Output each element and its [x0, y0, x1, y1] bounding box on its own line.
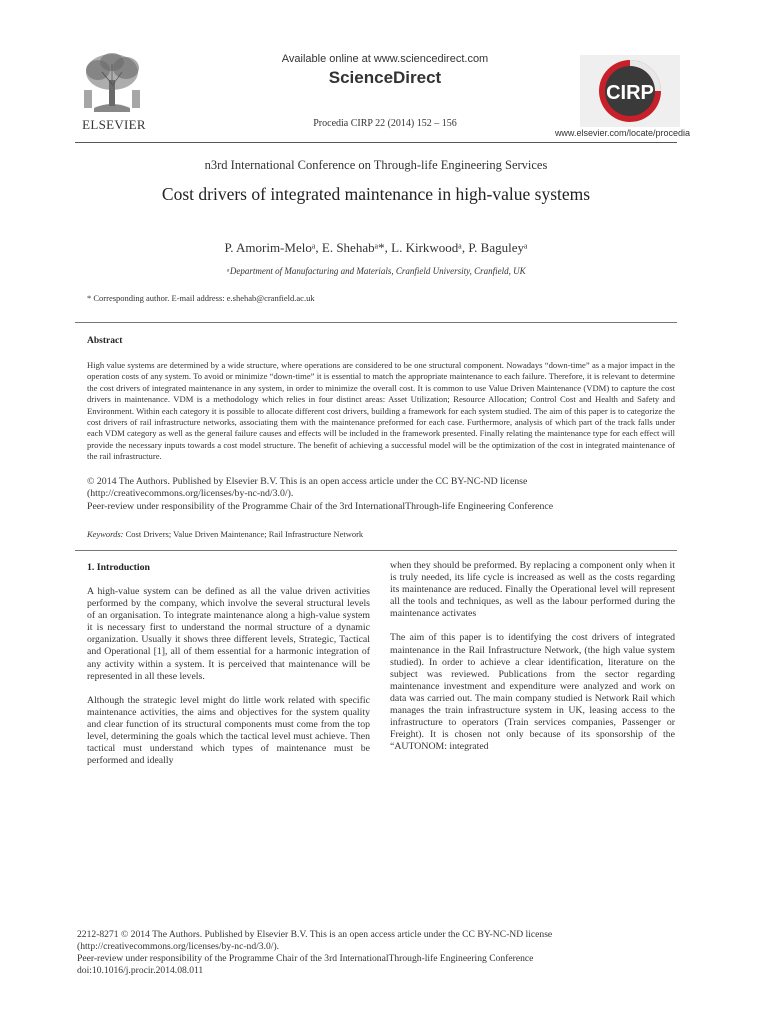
corresponding-author: * Corresponding author. E-mail address: e.shehab@cranfield.ac.uk — [87, 293, 315, 303]
section-heading-introduction: 1. Introduction — [87, 562, 150, 573]
cirp-logo-text: CIRP — [606, 82, 654, 104]
footer-peer-review: Peer-review under responsibility of the Programme Chair of the 3rd InternationalThrough-life Engineering Conference — [77, 953, 534, 964]
footer-copyright: 2212-8271 © 2014 The Authors. Published by Elsevier B.V. This is an open access article under the CC BY-NC-ND license — [77, 929, 553, 940]
paragraph: Although the strategic level might do little work related with specific maintenance activities, the aims and objectives for the system quality and clear function of its structural components must come from the top level, determining the goals which the tactical level must achieve. Then tactical must understand which types of maintenance must be performed and ideally — [87, 694, 370, 767]
keywords — [87, 529, 675, 539]
peer-review-line: Peer-review under responsibility of the Programme Chair of the 3rd InternationalThrough-life Engineering Conference — [87, 500, 554, 512]
left-column — [87, 586, 370, 779]
license-link[interactable]: (http://creativecommons.org/licenses/by-nc-nd/3.0/). — [87, 488, 294, 500]
paragraph: The aim of this paper is to identifying the cost drivers of integrated maintenance in the Rail Infrastructure Network, (the high value system studied). In order to achieve a clear identification, literature on the subject was reviewed. Publications from the sector regarding maintenance investment and expenditure were analyzed and work on data was carried out. The main company studied is Network Rail which manages the train infrastructure system in UK, leasing access to the infrastructure to operators (Train services companies, Passenger or Freight). It is chosen not only because of its sponsorship of the “AUTONOM: integrated — [390, 632, 675, 753]
abstract-top-divider — [75, 322, 677, 323]
paragraph: A high-value system can be defined as all the value driven activities performed by the company, which involve the several structural levels of an organisation. To integrate maintenance along a high-value system it is necessary first to understand the normal structure of a dynamic organization. Usually it shows three different levels, Strategic, Tactical and Operational [1], all of them essential for a harmonic integration of any activity within a system. It is perceived that maintenance will be represented in all these levels. — [87, 586, 370, 682]
right-column — [390, 560, 675, 765]
journal-reference: Procedia CIRP 22 (2014) 152 – 156 — [313, 118, 457, 129]
page-footer — [77, 929, 677, 977]
author-list: P. Amorim-Meloᵃ, E. Shehabᵃ*, L. Kirkwoodᵃ, P. Baguleyᵃ — [224, 240, 528, 255]
footer-license-link[interactable]: (http://creativecommons.org/licenses/by-nc-nd/3.0/). — [77, 941, 280, 952]
abstract-heading: Abstract — [87, 336, 123, 346]
body-top-divider — [75, 550, 677, 551]
affiliation: ᵃDepartment of Manufacturing and Materials, Cranfield University, Cranfield, UK — [226, 266, 526, 276]
footer-doi[interactable]: doi:10.1016/j.procir.2014.08.011 — [77, 965, 204, 976]
copyright-notice — [87, 476, 675, 513]
abstract-text: High value systems are determined by a wide structure, where operations are considered to be one structural component. Nowadays “down-time” as a major impact in the operation costs of any system. To avoid or minimize “down-time” it is essential to match the appropriate maintenance to each failure. Therefore, it is relevant to determine the cost drivers of integrated maintenance in any system, in order to minimize the overall cost. It is common to use Value Driven Maintenance (VDM) to capture the cost drivers in maintenance. VDM is a methodology which relies in four distinct areas: Asset Utilization; Resource Allocation; Control Cost and Health and Safety and Environment. Within each category it is possible to allocate different cost drivers, building a framework for each system studied. The aim of this paper is to categorize the cost drivers of rail infrastructure networks, associating them with the maintenance preformed for each case. Furthermore, analysis of which part of the track falls under each VDM category as well as the general failure causes and effects will be included in the framework presented. Finally relating the maintenance type for each effect will provide the necessary inputs towards a cost model structure. The benefit of achieving a successful model will be the optimization of the cost in integrated maintenance of the rail infrastructure. — [87, 360, 675, 462]
available-online-link[interactable]: Available online at www.sciencedirect.com — [281, 53, 489, 65]
sciencedirect-wordmark: ScienceDirect — [328, 68, 442, 87]
copyright-line: © 2014 The Authors. Published by Elsevier B.V. This is an open access article under the CC BY-NC-ND license — [87, 476, 528, 487]
paper-title: Cost drivers of integrated maintenance in high-value systems — [161, 184, 591, 204]
journal-url-link[interactable]: www.elsevier.com/locate/procedia — [554, 128, 690, 138]
keywords-label: Keywords: — [87, 529, 124, 539]
cirp-logo — [580, 55, 680, 127]
conference-name: n3rd International Conference on Through-life Engineering Services — [204, 158, 548, 172]
paragraph: when they should be preformed. By replacing a component only when it is truly needed, its life cycle is increased as well as the costs regarding its maintenance are reduced. Finally the Operational level will represent all the tools and techniques, as well as the labour performed during the maintenance activates — [390, 560, 675, 620]
keywords-list: Cost Drivers; Value Driven Maintenance; Rail Infrastructure Network — [123, 529, 364, 539]
header-divider — [75, 142, 677, 143]
publisher-logo-text: ELSEVIER — [82, 117, 146, 132]
